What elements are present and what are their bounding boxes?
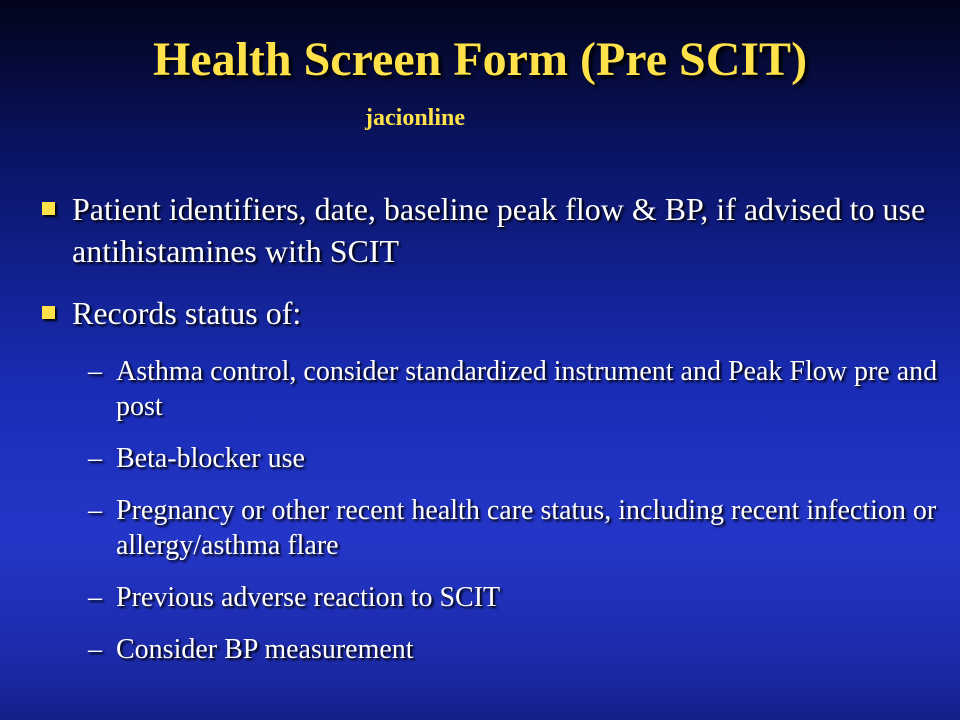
dash-marker: – — [88, 443, 102, 474]
dash-marker: – — [88, 356, 102, 387]
sub-bullet-text: Consider BP measurement — [116, 634, 414, 665]
sub-bullet-text: Beta-blocker use — [116, 443, 305, 474]
bullet-item — [38, 292, 938, 334]
dash-marker: – — [88, 582, 102, 613]
bullet-item — [38, 188, 938, 272]
bullet-list — [38, 188, 938, 684]
sub-bullet-item — [38, 493, 938, 563]
sub-bullet-item — [38, 354, 938, 424]
sub-bullet-item — [38, 580, 938, 615]
bullet-text: Patient identifiers, date, baseline peak flow & BP, if advised to use antihistamines with SCIT — [72, 191, 926, 269]
square-bullet-icon — [42, 202, 55, 215]
sub-bullet-text: Pregnancy or other recent health care status, including recent infection or allergy/asthma flare — [116, 495, 937, 561]
dash-marker: – — [88, 495, 102, 526]
dash-marker: – — [88, 634, 102, 665]
slide-subtitle: jacionline — [365, 105, 465, 131]
sub-bullet-text: Previous adverse reaction to SCIT — [116, 582, 501, 613]
sub-bullet-item — [38, 632, 938, 667]
sub-bullet-text: Asthma control, consider standardized instrument and Peak Flow pre and post — [116, 356, 938, 422]
slide-title: Health Screen Form (Pre SCIT) — [152, 33, 808, 86]
bullet-text: Records status of: — [72, 295, 302, 331]
sub-bullet-list — [38, 354, 938, 667]
square-bullet-icon — [42, 306, 55, 319]
sub-bullet-item — [38, 441, 938, 476]
